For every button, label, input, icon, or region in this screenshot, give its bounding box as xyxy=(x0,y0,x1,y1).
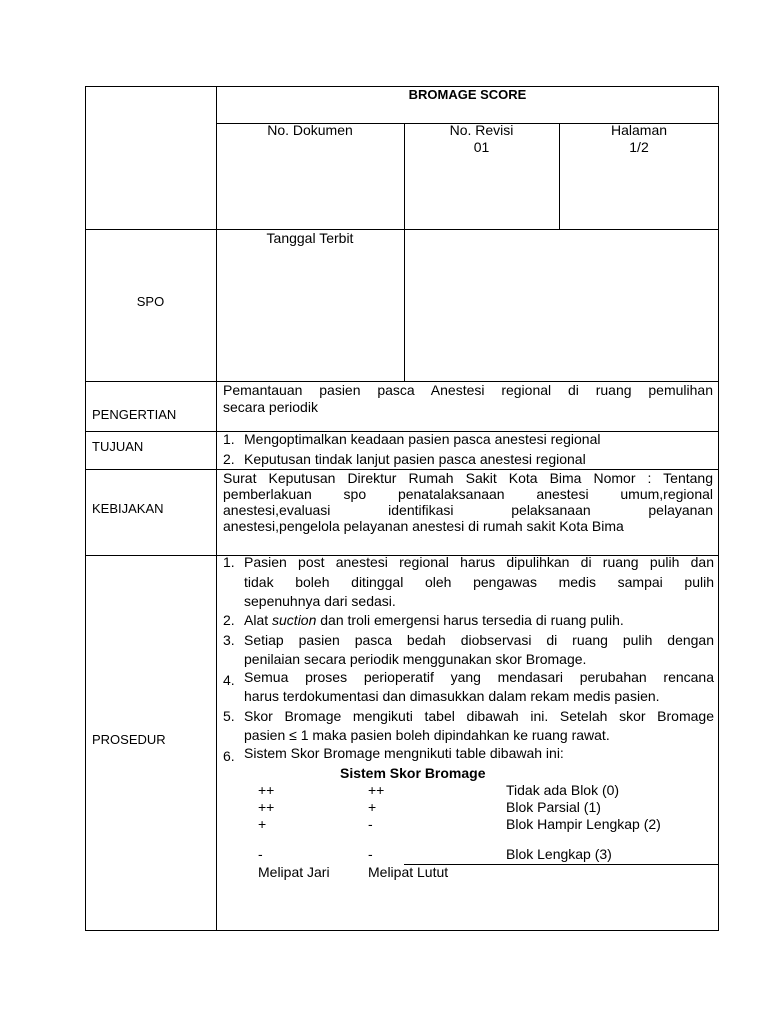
spo-label: SPO xyxy=(136,294,165,309)
prosedur-num-2: 2. xyxy=(223,612,235,628)
prosedur-num-1: 1. xyxy=(223,554,235,570)
tanggal-terbit-label: Tanggal Terbit xyxy=(266,230,354,246)
score-row-3-c: Blok Hampir Lengkap (2) xyxy=(506,816,661,832)
score-row-3-b: - xyxy=(368,816,373,832)
score-row-2-a: ++ xyxy=(258,799,275,815)
halaman-label: Halaman xyxy=(610,122,668,138)
score-row-1-c: Tidak ada Blok (0) xyxy=(506,782,620,798)
table-border-right xyxy=(718,86,719,931)
score-row-2-b: + xyxy=(368,799,377,815)
tujuan-item-2: Keputusan tindak lanjut pasien pasca anestesi regional xyxy=(244,451,586,467)
score-row-4-b: - xyxy=(368,846,373,862)
score-row-4-c: Blok Lengkap (3) xyxy=(506,846,612,862)
score-footer-a: Melipat Jari xyxy=(258,864,330,880)
prosedur-item-5-line-1: Skor Bromage mengikuti tabel dibawah ini. Setelah skor Bromage xyxy=(244,708,714,724)
kebijakan-line-3: anestesi,evaluasi identifikasi pelaksanaan pelayanan xyxy=(223,502,713,518)
prosedur-num-5: 5. xyxy=(223,708,235,724)
no-revisi-label: No. Revisi xyxy=(449,122,514,138)
prosedur-item-4-line-1: Semua proses perioperatif yang mendasari perubahan rencana xyxy=(244,669,714,685)
kebijakan-line-4: anestesi,pengelola pelayanan anestesi di rumah sakit Kota Bima xyxy=(223,518,624,534)
score-row-3-a: + xyxy=(258,816,267,832)
prosedur-item-5-line-2: pasien ≤ 1 maka pasien boleh dipindahkan ke ruang rawat. xyxy=(244,727,610,743)
table-col-divider xyxy=(216,86,217,931)
col-line-revisi xyxy=(404,123,405,381)
score-row-1-b: ++ xyxy=(368,782,385,798)
score-row-4-a: - xyxy=(258,846,263,862)
prosedur-item-6-line-1: Sistem Skor Bromage mengnikuti table dibawah ini: xyxy=(244,745,564,761)
score-table-title: Sistem Skor Bromage xyxy=(340,765,486,781)
document-title: BROMAGE SCORE xyxy=(408,87,527,102)
prosedur-item-1-line-1: Pasien post anestesi regional harus dipulihkan di ruang pulih dan xyxy=(244,554,714,570)
prosedur-label: PROSEDUR xyxy=(92,732,166,747)
prosedur-item-4-line-2: harus terdokumentasi dan dimasukkan dalam rekam medis pasien. xyxy=(244,688,660,704)
tujuan-label: TUJUAN xyxy=(92,439,144,454)
prosedur-num-6: 6. xyxy=(223,748,235,764)
prosedur-item-3-line-2: penilaian secara periodik menggunakan skor Bromage. xyxy=(244,651,587,667)
kebijakan-line-1: Surat Keputusan Direktur Rumah Sakit Kota Bima Nomor : Tentang xyxy=(223,470,713,486)
score-row-2-c: Blok Parsial (1) xyxy=(506,799,601,815)
kebijakan-line-2: pemberlakuan spo penatalaksanaan anestesi umum,regional xyxy=(223,486,713,502)
no-revisi-value: 01 xyxy=(473,139,490,155)
no-dokumen-label: No. Dokumen xyxy=(267,122,353,138)
score-row-1-a: ++ xyxy=(258,782,275,798)
prosedur-item-1-line-3: sepenuhnya dari sedasi. xyxy=(244,593,396,609)
tujuan-num-1: 1. xyxy=(223,431,235,447)
tujuan-item-1: Mengoptimalkan keadaan pasien pasca anestesi regional xyxy=(244,431,601,447)
pengertian-label: PENGERTIAN xyxy=(92,407,177,422)
tujuan-num-2: 2. xyxy=(223,451,235,467)
prosedur-item-1-line-2: tidak boleh ditinggal oleh pengawas medis sampai pulih xyxy=(244,574,714,590)
prosedur-item-2-pre: Alat xyxy=(244,612,273,628)
prosedur-item-2 xyxy=(244,612,624,629)
table-border-left xyxy=(85,86,86,931)
halaman-value: 1/2 xyxy=(629,139,649,155)
prosedur-num-3: 3. xyxy=(223,632,235,648)
score-footer-b: Melipat Lutut xyxy=(368,864,449,880)
prosedur-item-2-em: suction xyxy=(272,612,317,628)
kebijakan-label: KEBIJAKAN xyxy=(92,501,164,516)
prosedur-item-3-line-1: Setiap pasien pasca bedah diobservasi di ruang pulih dengan xyxy=(244,632,714,648)
pengertian-line-1: Pemantauan pasien pasca Anestesi regional di ruang pemulihan xyxy=(223,382,713,398)
pengertian-line-2: secara periodik xyxy=(223,399,318,415)
table-border-bottom xyxy=(85,930,719,931)
prosedur-num-4: 4. xyxy=(223,672,235,688)
prosedur-item-2-post: dan troli emergensi harus tersedia di ruang pulih. xyxy=(316,612,624,628)
score-table-line xyxy=(404,864,719,865)
